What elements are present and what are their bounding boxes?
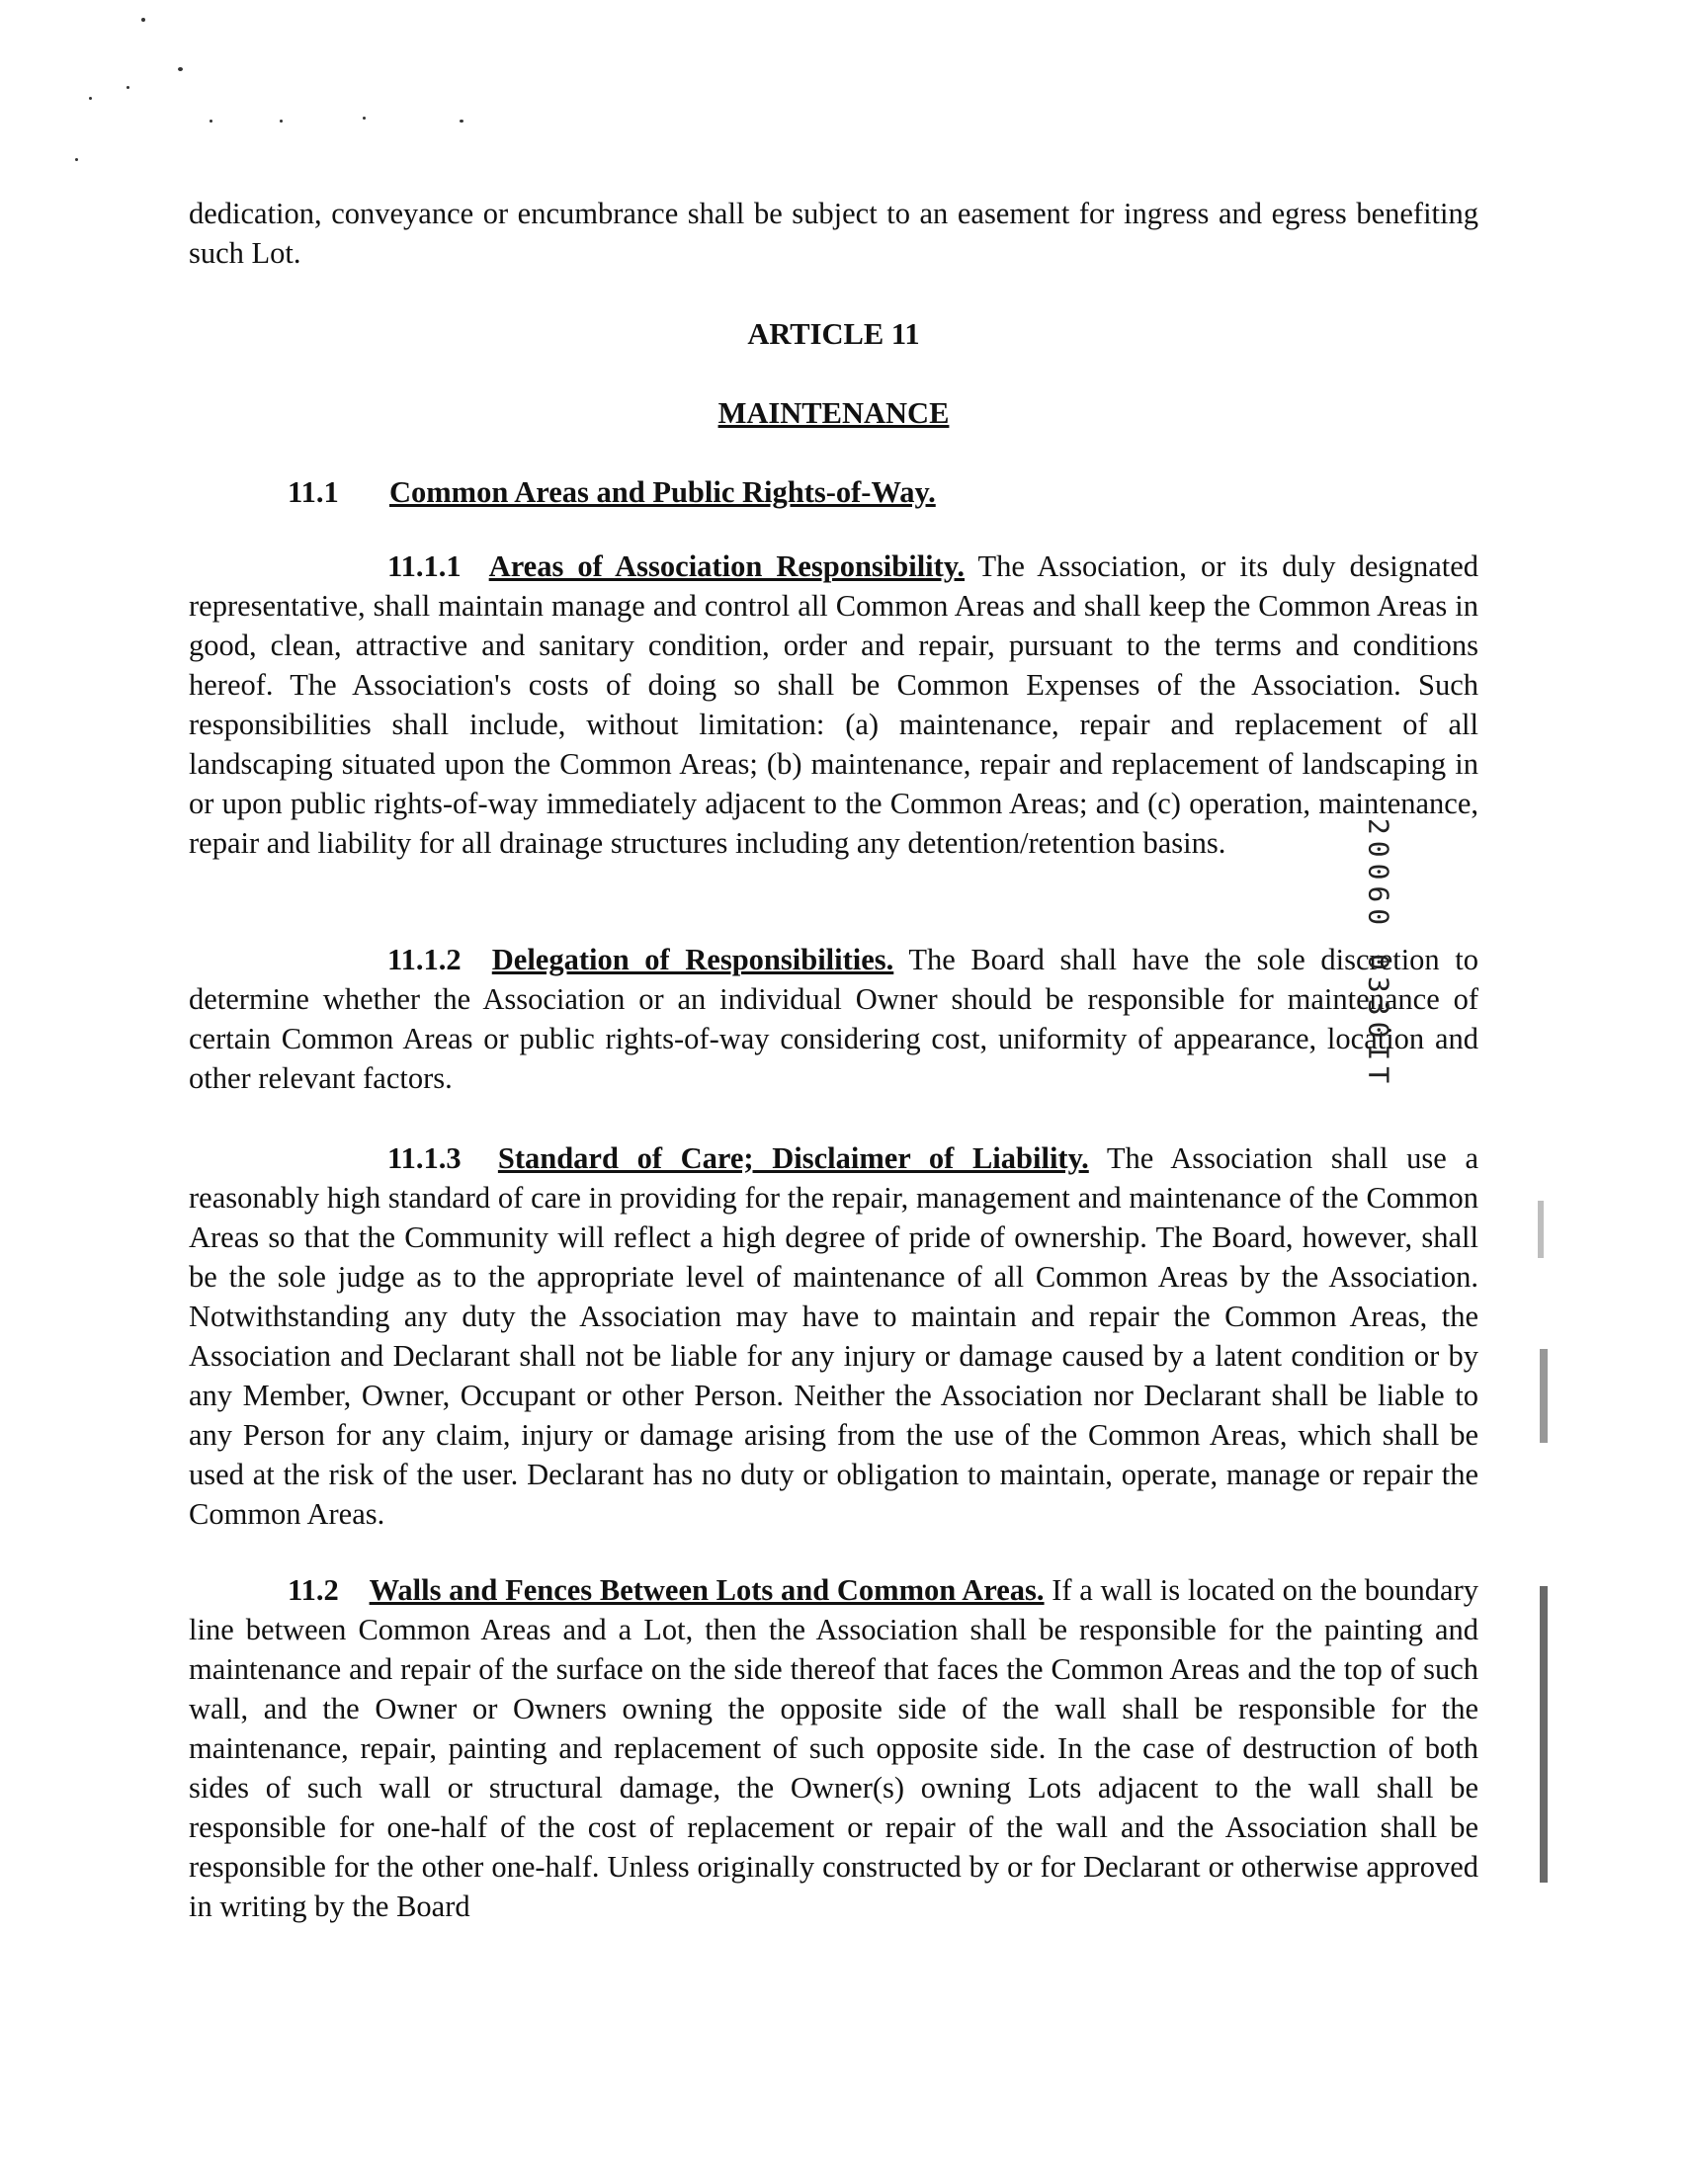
section-11-2-title: Walls and Fences Between Lots and Common Areas. xyxy=(369,1573,1045,1607)
section-11-1-3-title: Standard of Care; Disclaimer of Liability. xyxy=(497,1141,1089,1175)
scan-speck xyxy=(75,158,78,161)
article-title xyxy=(189,393,1478,433)
section-11-1-1-title: Areas of Association Responsibility. xyxy=(488,549,966,583)
bleed-through-mark xyxy=(1540,1349,1548,1443)
continuation-text: dedication, conveyance or encumbrance shall be subject to an easement for ingress and egress benefiting such Lot. xyxy=(189,197,1478,270)
article-title-text: MAINTENANCE xyxy=(717,396,950,430)
bleed-through-mark xyxy=(1538,1201,1544,1258)
section-11-1-1-body: The Association, or its duly designated representative, shall maintain manage and control all Common Areas and shall keep the Common Areas in good, clean, attractive and sanitary condition, order and repair, pursuant to the terms and conditions hereof. The Association's costs of doing so shall be Common Expenses of the Association. Such responsibilities shall include, without limitation: (a) maintenance, repair and replacement of all landscaping situated upon the Common Areas; (b) maintenance, repair and replacement of landscaping in or upon public rights-of-way immediately adjacent to the Common Areas; and (c) operation, maintenance, repair and liability for all drainage structures including any detention/retention basins. xyxy=(189,549,1478,860)
section-11-1-title: Common Areas and Public Rights-of-Way. xyxy=(389,475,936,509)
section-11-2-number: 11.2 xyxy=(288,1573,339,1607)
section-11-1-2 xyxy=(189,940,1478,1098)
section-11-1-2-paragraph xyxy=(189,940,1478,1098)
recording-number-stamp xyxy=(1362,817,1395,1090)
section-11-1-3 xyxy=(189,1138,1478,1534)
section-11-1-1 xyxy=(189,546,1478,863)
section-11-2 xyxy=(189,1570,1478,1926)
article-number: ARTICLE 11 xyxy=(747,317,920,351)
scan-speck xyxy=(126,86,129,89)
section-11-1-2-title: Delegation of Responsibilities. xyxy=(491,943,894,976)
scan-speck xyxy=(141,18,145,22)
scan-speck xyxy=(280,120,283,123)
section-11-1-number: 11.1 xyxy=(288,475,339,509)
continuation-paragraph xyxy=(189,194,1478,273)
section-11-1-1-paragraph xyxy=(189,546,1478,863)
scan-speck xyxy=(178,67,183,71)
scan-speck xyxy=(210,120,212,123)
section-11-1-3-number: 11.1.3 xyxy=(387,1141,462,1175)
section-11-2-body: If a wall is located on the boundary line between Common Areas and a Lot, then the Association shall be responsible for the painting and maintenance and repair of the surface on the side thereof that faces the Common Areas and the top of such wall, and the Owner or Owners owning the opposite side of the wall shall be responsible for the maintenance, repair, painting and replacement of such opposite side. In the case of destruction of both sides of such wall or structural damage, the Owner(s) owning Lots adjacent to the wall shall be responsible for one-half of the cost of replacement or repair of the wall and the Association shall be responsible for the other one-half. Unless originally constructed by or for Declarant or otherwise approved in writing by the Board xyxy=(189,1573,1478,1923)
scan-speck xyxy=(89,97,92,100)
recording-number-text: 20060 0330IT xyxy=(1362,817,1395,1090)
section-11-1-3-paragraph xyxy=(189,1138,1478,1534)
scan-speck xyxy=(460,120,463,123)
section-11-1-2-body: The Board shall have the sole discretion to determine whether the Association or an individual Owner should be responsible for maintenance of certain Common Areas or public rights-of-way considering cost, uniformity of appearance, location and other relevant factors. xyxy=(189,943,1478,1095)
section-11-1-heading xyxy=(288,472,936,512)
section-11-1-1-number: 11.1.1 xyxy=(387,549,462,583)
bleed-through-mark xyxy=(1540,1586,1548,1883)
scan-speck xyxy=(363,117,366,120)
section-11-2-paragraph xyxy=(189,1570,1478,1926)
section-11-1-2-number: 11.1.2 xyxy=(387,943,462,976)
section-11-1-3-body: The Association shall use a reasonably high standard of care in providing for the repair, management and maintenance of the Common Areas so that the Community will reflect a high degree of pride of ownership. The Board, however, shall be the sole judge as to the appropriate level of maintenance of all Common Areas by the Association. Notwithstanding any duty the Association may have to maintain and repair the Common Areas, the Association and Declarant shall not be liable for any injury or damage caused by a latent condition or by any Member, Owner, Occupant or other Person. Neither the Association nor Declarant shall be liable to any Person for any claim, injury or damage arising from the use of the Common Areas, which shall be used at the risk of the user. Declarant has no duty or obligation to maintain, operate, manage or repair the Common Areas. xyxy=(189,1141,1478,1531)
